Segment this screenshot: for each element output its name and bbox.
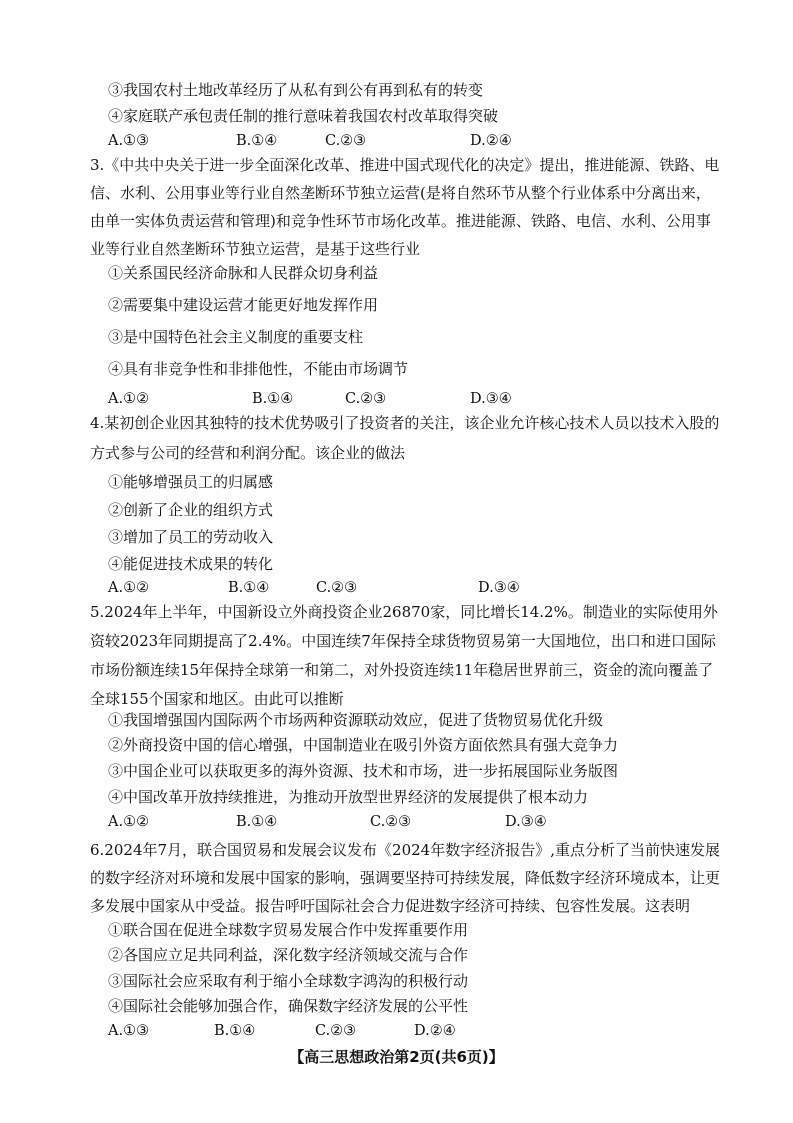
- q6-item-1: ①联合国在促进全球数字贸易发展合作中发挥重要作用: [108, 921, 469, 939]
- option-d: D.②④: [470, 133, 512, 149]
- q4-item-4: ④能促进技术成果的转化: [108, 555, 274, 573]
- option-b: B.①④: [236, 814, 278, 830]
- option-b: B.①④: [214, 1023, 256, 1039]
- option-c: C.②③: [345, 391, 387, 407]
- option-a: A.①②: [108, 814, 150, 830]
- option-d: D.②④: [414, 1023, 456, 1039]
- q4-item-2: ②创新了企业的组织方式: [108, 501, 274, 519]
- option-b: B.①④: [228, 580, 270, 596]
- q3-stem: 3.《中共中央关于进一步全面深化改革、推进中国式现代化的决定》提出，推进能源、铁路、电信、水利、公用事业等行业自然垄断环节独立运营(是将自然环节从整个行业体系中分离出来，由单一实体负责运营和管理)和竞争性环节市场化改革。推进能源、铁路、电信、水利、公用事业等行业自然垄断环节独立运营，是基于这些行业: [90, 156, 720, 258]
- option-a: A.①③: [108, 1023, 150, 1039]
- option-d: D.③④: [470, 391, 512, 407]
- q4-item-1: ①能够增强员工的归属感: [108, 473, 274, 491]
- q3-item-4: ④具有非竞争性和非排他性，不能由市场调节: [108, 360, 409, 378]
- q4-stem: 4.某初创企业因其独特的技术优势吸引了投资者的关注，该企业允许核心技术人员以技术入股的方式参与公司的经营和利润分配。该企业的做法: [90, 414, 720, 462]
- q5-stem: 5.2024年上半年，中国新设立外商投资企业26870家，同比增长14.2%。制造业的实际使用外资较2023年同期提高了2.4%。中国连续7年保持全球货物贸易第一大国地位，出口和进口国际市场份额连续15年保持全球第一和第二，对外投资连续11年稳居世界前三，资金的流向覆盖了全球155个国家和地区。由此可以推断: [90, 603, 718, 708]
- q5-item-3: ③中国企业可以获取更多的海外资源、技术和市场，进一步拓展国际业务版图: [108, 762, 619, 780]
- q5-item-1: ①我国增强国内国际两个市场两种资源联动效应，促进了货物贸易优化升级: [108, 711, 604, 729]
- option-a: A.①②: [108, 391, 150, 407]
- top-item-3: ③我国农村土地改革经历了从私有到公有再到私有的转变: [108, 81, 484, 99]
- q3-item-2: ②需要集中建设运营才能更好地发挥作用: [108, 296, 379, 314]
- top-item-4: ④家庭联产承包责任制的推行意味着我国农村改革取得突破: [108, 107, 499, 125]
- q6-item-3: ③国际社会应采取有利于缩小全球数字鸿沟的积极行动: [108, 972, 469, 990]
- q6-item-4: ④国际社会能够加强合作，确保数字经济发展的公平性: [108, 997, 469, 1015]
- q6-stem: 6.2024年7月，联合国贸易和发展会议发布《2024年数字经济报告》,重点分析了当前快速发展的数字经济对环境和发展中国家的影响，强调要坚持可持续发展，降低数字经济环境成本，让更多发展中国家从中受益。报告呼吁国际社会合力促进数字经济可持续、包容性发展。这表明: [90, 841, 721, 915]
- option-a: A.①②: [108, 580, 150, 596]
- option-b: B.①④: [236, 133, 278, 149]
- q6-item-2: ②各国应立足共同利益，深化数字经济领域交流与合作: [108, 946, 469, 964]
- page-footer: 【高三思想政治第2页(共6页)】: [289, 1048, 504, 1066]
- q5-item-4: ④中国改革开放持续推进，为推动开放型世界经济的发展提供了根本动力: [108, 788, 589, 806]
- option-d: D.③④: [505, 814, 547, 830]
- option-a: A.①③: [108, 133, 150, 149]
- q3-item-3: ③是中国特色社会主义制度的重要支柱: [108, 328, 364, 346]
- q5-item-2: ②外商投资中国的信心增强，中国制造业在吸引外资方面依然具有强大竞争力: [108, 736, 619, 754]
- q4-item-3: ③增加了员工的劳动收入: [108, 528, 274, 546]
- option-b: B.①④: [252, 391, 294, 407]
- option-c: C.②③: [325, 133, 367, 149]
- option-c: C.②③: [316, 580, 358, 596]
- option-c: C.②③: [315, 1023, 357, 1039]
- q3-item-1: ①关系国民经济命脉和人民群众切身利益: [108, 264, 379, 282]
- option-c: C.②③: [370, 814, 412, 830]
- option-d: D.③④: [478, 580, 520, 596]
